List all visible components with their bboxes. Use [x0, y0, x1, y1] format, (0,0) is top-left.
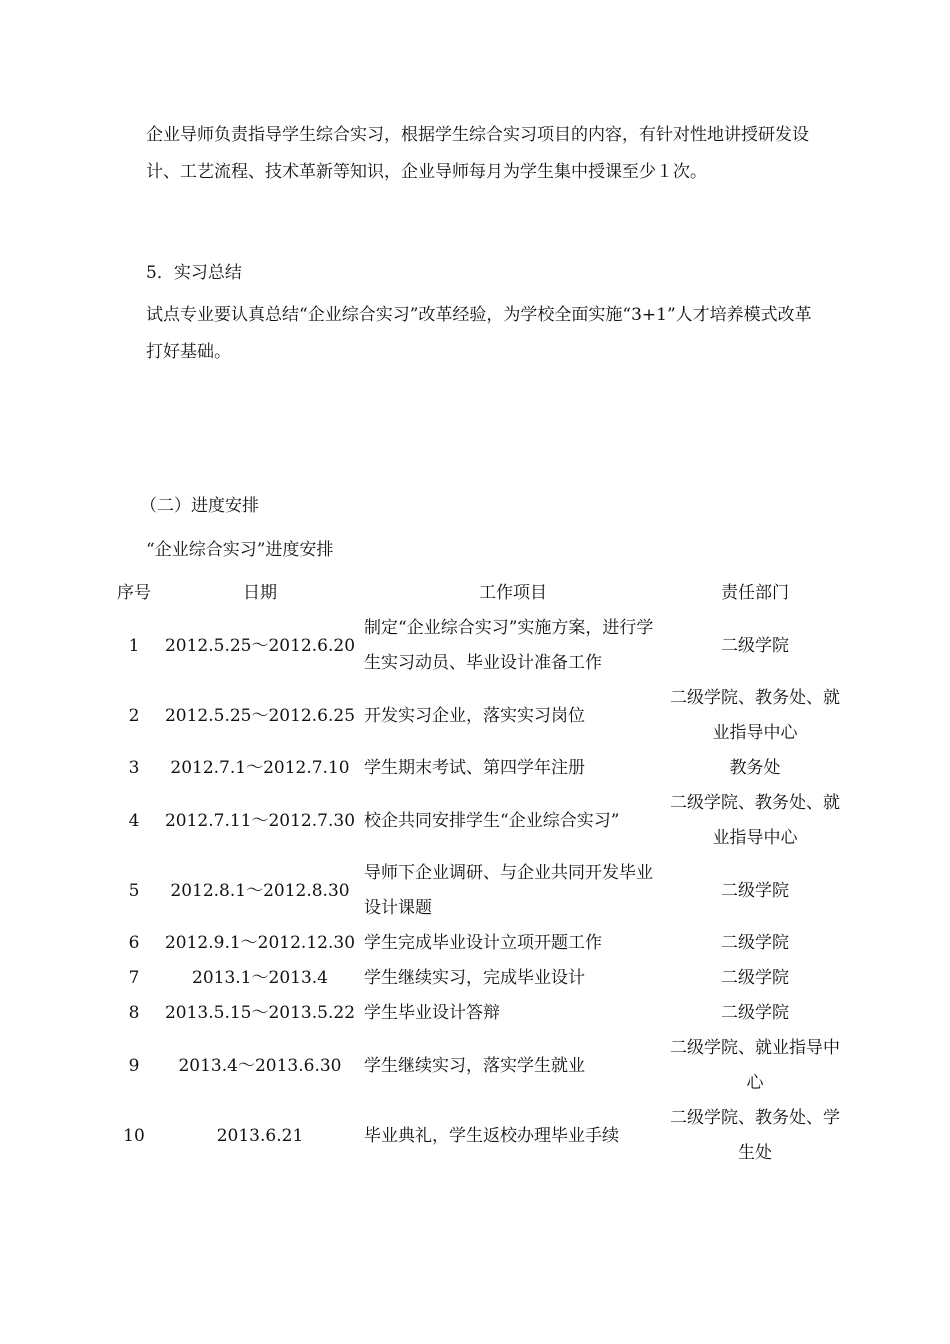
row-item: 制定“企业综合实习”实施方案，进行学生实习动员、毕业设计准备工作 — [364, 618, 654, 673]
row-item: 学生毕业设计答辩 — [364, 1003, 500, 1023]
header-date: 日期 — [243, 582, 277, 603]
summary-paragraph: 试点专业要认真总结“企业综合实习”改革经验，为学校全面实施“3+1”人才培养模式改革打好基础。 — [146, 305, 812, 362]
row-date: 2012.5.25～2012.6.20 — [164, 635, 356, 656]
row-no: 1 — [128, 635, 140, 656]
header-item: 工作项目 — [479, 582, 547, 603]
row-no: 2 — [128, 705, 140, 726]
row-item: 校企共同安排学生“企业综合实习” — [364, 810, 620, 831]
table-row — [108, 996, 848, 1031]
row-dept: 二级学院 — [721, 933, 789, 953]
table-row — [108, 1101, 848, 1171]
table-header-row — [108, 575, 848, 611]
table-row — [108, 961, 848, 996]
row-date: 2012.9.1～2012.12.30 — [164, 933, 356, 953]
row-date: 2013.5.15～2013.5.22 — [164, 1003, 356, 1023]
row-dept: 二级学院、教务处、就业指导中心 — [670, 688, 840, 743]
row-date: 2013.4～2013.6.30 — [178, 1055, 342, 1076]
table-caption: “企业综合实习”进度安排 — [146, 540, 334, 560]
table-row — [108, 856, 848, 926]
table-row — [108, 611, 848, 681]
row-dept: 二级学院、教务处、就业指导中心 — [670, 793, 840, 848]
row-dept: 二级学院 — [721, 1003, 789, 1023]
row-date: 2012.5.25～2012.6.25 — [164, 705, 356, 726]
row-item: 学生继续实习，落实学生就业 — [364, 1055, 585, 1076]
row-no: 10 — [123, 1125, 145, 1146]
row-item: 开发实习企业，落实实习岗位 — [364, 705, 585, 726]
table-row — [108, 751, 848, 786]
row-date: 2012.7.1～2012.7.10 — [170, 758, 350, 778]
internship-guidance-paragraph: 企业导师负责指导学生综合实习，根据学生综合实习项目的内容，有针对性地讲授研发设计、工艺流程、技术革新等知识，企业导师每月为学生集中授课至少１次。 — [146, 125, 809, 182]
row-item: 学生继续实习，完成毕业设计 — [364, 968, 585, 988]
table-row — [108, 786, 848, 856]
row-item: 导师下企业调研、与企业共同开发毕业设计课题 — [364, 863, 653, 918]
row-dept: 二级学院、教务处、学生处 — [670, 1108, 840, 1163]
row-item: 学生期末考试、第四学年注册 — [364, 758, 585, 778]
header-dept: 责任部门 — [721, 582, 789, 603]
row-no: 3 — [128, 758, 140, 778]
table-row — [108, 1031, 848, 1101]
row-no: 4 — [128, 810, 140, 831]
row-date: 2012.8.1～2012.8.30 — [170, 880, 350, 901]
table-row — [108, 681, 848, 751]
row-dept: 二级学院 — [721, 880, 789, 901]
row-no: 7 — [128, 968, 140, 988]
row-dept: 二级学院、就业指导中心 — [670, 1038, 840, 1093]
section-heading-summary: 5．实习总结 — [146, 263, 242, 283]
row-no: 8 — [128, 1003, 140, 1023]
schedule-table — [108, 575, 848, 1171]
row-dept: 二级学院 — [721, 968, 789, 988]
row-dept: 教务处 — [729, 758, 781, 778]
row-date: 2013.1～2013.4 — [192, 968, 328, 988]
row-no: 5 — [128, 880, 140, 901]
row-dept: 二级学院 — [721, 635, 789, 656]
table-row — [108, 926, 848, 961]
row-item: 毕业典礼，学生返校办理毕业手续 — [364, 1125, 619, 1146]
row-no: 9 — [128, 1055, 140, 1076]
row-date: 2012.7.11～2012.7.30 — [164, 810, 356, 831]
row-date: 2013.6.21 — [216, 1125, 304, 1146]
row-item: 学生完成毕业设计立项开题工作 — [364, 933, 602, 953]
row-no: 6 — [128, 933, 140, 953]
section-title-schedule: （二）进度安排 — [140, 496, 259, 516]
header-no: 序号 — [117, 582, 151, 603]
